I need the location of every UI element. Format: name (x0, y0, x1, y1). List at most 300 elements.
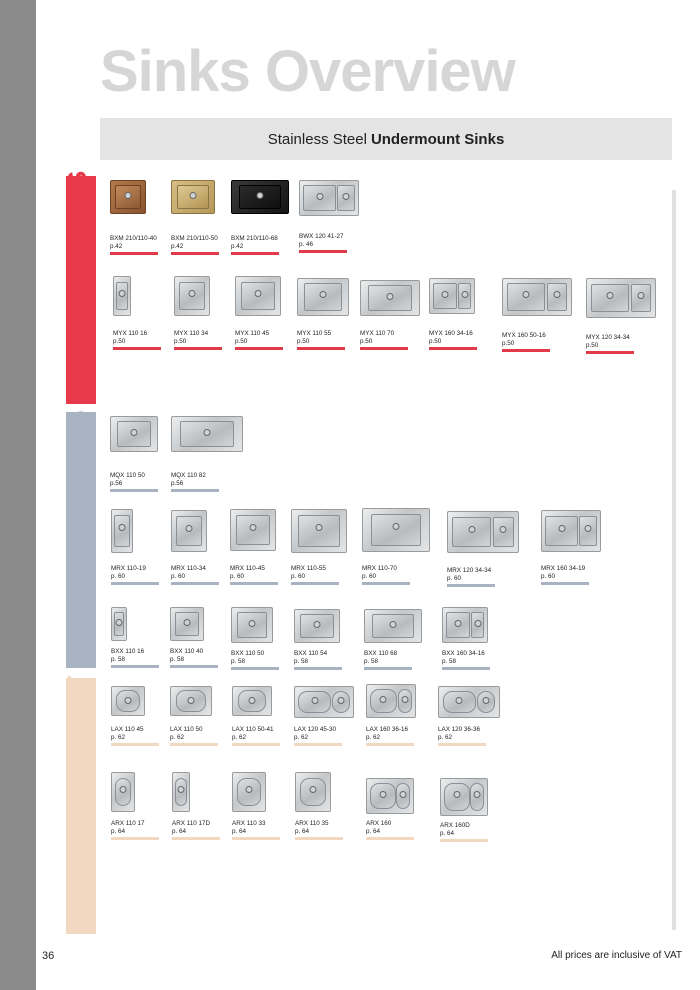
sink-bowl (458, 283, 471, 309)
sink-bowl (175, 612, 199, 636)
range-underline (172, 837, 220, 840)
product-code: BXX 110 40 (170, 648, 204, 655)
sink-image (438, 686, 500, 718)
sink-bowl (115, 185, 141, 209)
drain-icon (118, 524, 125, 531)
drain-icon (118, 290, 125, 297)
drain-icon (456, 697, 463, 704)
product-page: p.50 (502, 339, 515, 347)
product-page: p. 64 (440, 829, 455, 837)
sink-bowl (398, 689, 412, 713)
drain-icon (553, 291, 560, 298)
subtitle-light: Stainless Steel (267, 130, 367, 148)
product-code: BXM 210/110-40 (110, 235, 157, 242)
product-label (111, 820, 159, 840)
product-code: ARX 160D (440, 822, 470, 829)
range-underline (111, 582, 159, 585)
mythos-label: MYTHOS (62, 170, 92, 282)
sink-image (170, 607, 204, 641)
product-page: p.50 (113, 337, 126, 345)
product-label (110, 472, 158, 492)
product-page: p.50 (297, 337, 310, 345)
sink-bowl (337, 185, 354, 211)
drain-icon (183, 619, 190, 626)
drain-icon (249, 524, 256, 531)
product-code: ARX 160 (366, 820, 392, 827)
product-page: p. 58 (111, 655, 126, 663)
product-label (235, 330, 283, 350)
range-underline (231, 252, 279, 255)
sink-bowl (117, 421, 152, 447)
sink-bowl (444, 783, 470, 810)
sink-image (171, 180, 215, 214)
range-underline (230, 582, 278, 585)
range-underline (110, 489, 158, 492)
sink-bowl (116, 282, 128, 311)
range-underline (366, 837, 414, 840)
drain-icon (461, 291, 468, 298)
range-underline (294, 667, 342, 670)
product-page: p. 64 (111, 827, 126, 835)
range-underline (442, 667, 490, 670)
sink-bowl (241, 282, 274, 311)
product-code: MYX 160 34-16 (429, 330, 473, 337)
product-label (366, 820, 414, 840)
sink-bowl (237, 612, 267, 638)
range-underline (429, 347, 477, 350)
sink-image (231, 607, 273, 643)
sink-image (295, 772, 331, 812)
sink-bowl (470, 783, 484, 810)
product-code: MYX 160 50-16 (502, 332, 546, 339)
drain-icon (320, 291, 327, 298)
product-page: p.50 (586, 341, 599, 349)
sink-bowl (631, 284, 651, 313)
sink-bowl (176, 690, 206, 711)
sink-bowl (371, 514, 421, 546)
product-page: p.42 (171, 242, 184, 250)
drain-icon (119, 786, 126, 793)
product-page: p. 62 (438, 733, 453, 741)
drain-icon (380, 696, 387, 703)
sink-image (502, 278, 572, 316)
range-underline (171, 489, 219, 492)
product-code: MRX 120 34-34 (447, 567, 492, 574)
range-underline (295, 837, 343, 840)
product-label (171, 235, 219, 255)
range-underline (113, 347, 161, 350)
product-label (364, 650, 412, 670)
sink-bowl (238, 690, 267, 711)
drain-icon (203, 429, 210, 436)
product-label (231, 650, 279, 670)
product-label (294, 650, 342, 670)
sink-bowl (452, 517, 491, 547)
drain-icon (584, 525, 591, 532)
product-page: p. 62 (366, 733, 381, 741)
maris-label: MARIS (62, 410, 92, 494)
range-underline (171, 252, 219, 255)
sink-image (111, 772, 135, 812)
drain-icon (337, 697, 344, 704)
range-underline (360, 347, 408, 350)
drain-icon (637, 292, 644, 299)
range-underline (299, 250, 347, 253)
page-number: 36 (42, 950, 55, 962)
sink-image (362, 508, 430, 552)
product-label (230, 565, 278, 585)
drain-icon (130, 429, 137, 436)
sink-image (586, 278, 656, 318)
product-label (362, 565, 410, 585)
range-underline (111, 743, 159, 746)
product-code: MRX 110-45 (230, 565, 265, 572)
product-label (438, 726, 486, 746)
product-code: MQX 110 50 (110, 472, 145, 479)
sink-bowl (372, 614, 415, 638)
product-code: MYX 110 45 (235, 330, 270, 337)
sink-bowl (298, 515, 339, 547)
right-edge-mark (672, 190, 676, 930)
sink-bowl (477, 691, 495, 714)
sink-bowl (176, 516, 202, 546)
sink-bowl (547, 283, 567, 310)
product-page: p. 58 (170, 655, 185, 663)
range-underline (541, 582, 589, 585)
product-code: BWX 120 41-27 (299, 233, 344, 240)
range-underline (291, 582, 339, 585)
page-gutter (0, 0, 36, 990)
range-underline (111, 665, 159, 668)
product-code: ARX 110 17D (172, 820, 211, 827)
sink-bowl (471, 612, 484, 638)
drain-icon (188, 290, 195, 297)
sink-bowl (332, 691, 349, 714)
drain-icon (309, 786, 316, 793)
product-code: BXM 210/110-50 (171, 235, 218, 242)
product-code: MQX 110 82 (171, 472, 206, 479)
sink-image (230, 509, 276, 551)
product-label (172, 820, 220, 840)
product-page: p.42 (110, 242, 123, 250)
sink-image (541, 510, 601, 552)
page-title: Sinks Overview (100, 39, 515, 104)
drain-icon (115, 619, 122, 626)
product-code: LAX 110 45 (111, 726, 144, 733)
product-page: p. 62 (170, 733, 185, 741)
product-page: p.56 (110, 479, 123, 487)
product-label (429, 330, 477, 350)
product-label (442, 650, 490, 670)
sink-image (111, 607, 127, 641)
sink-bowl (236, 515, 269, 545)
product-code: MYX 110 70 (360, 330, 395, 337)
product-label (111, 565, 159, 585)
range-underline (502, 349, 550, 352)
product-page: p. 60 (291, 572, 306, 580)
sink-bowl (300, 778, 326, 807)
sink-image (172, 772, 190, 812)
range-underline (440, 839, 488, 842)
product-code: MRX 110-70 (362, 565, 397, 572)
drain-icon (313, 621, 320, 628)
product-page: p.50 (174, 337, 187, 345)
product-page: p. 62 (111, 733, 126, 741)
range-underline (366, 743, 414, 746)
product-page: p. 58 (294, 657, 309, 665)
product-page: p. 58 (442, 657, 457, 665)
drain-icon (187, 697, 194, 704)
drain-icon (185, 525, 192, 532)
product-label (231, 235, 279, 255)
sink-bowl (116, 690, 140, 711)
sink-bowl (493, 517, 514, 547)
sink-image (360, 280, 420, 316)
drain-icon (468, 526, 475, 533)
product-code: ARX 110 17 (111, 820, 145, 827)
range-underline (294, 743, 342, 746)
drain-icon (386, 293, 393, 300)
drain-icon (189, 192, 196, 199)
product-label (360, 330, 408, 350)
sink-image (232, 772, 266, 812)
sink-bowl (114, 612, 125, 636)
product-code: BXX 160 34-16 (442, 650, 485, 657)
product-code: ARX 110 33 (232, 820, 266, 827)
range-underline (111, 837, 159, 840)
product-page: p. 62 (294, 733, 309, 741)
range-underline (174, 347, 222, 350)
product-label (174, 330, 222, 350)
drain-icon (453, 791, 460, 798)
sink-image (429, 278, 475, 314)
product-label (291, 565, 339, 585)
drain-icon (454, 620, 461, 627)
product-label (110, 235, 158, 255)
product-page: p. 64 (172, 827, 187, 835)
sink-bowl (239, 185, 282, 209)
sink-bowl (433, 283, 458, 309)
drain-icon (474, 791, 481, 798)
product-label (170, 726, 218, 746)
product-page: p. 60 (230, 572, 245, 580)
drain-icon (400, 791, 407, 798)
range-underline (232, 837, 280, 840)
sink-bowl (179, 282, 205, 311)
drain-icon (254, 290, 261, 297)
product-code: LAX 110 50-41 (232, 726, 274, 733)
sink-image (291, 509, 347, 553)
product-code: LAX 120 45-30 (294, 726, 337, 733)
range-underline (235, 347, 283, 350)
sink-bowl (300, 614, 333, 638)
range-underline (447, 584, 495, 587)
product-code: MYX 120 34-34 (586, 334, 630, 341)
sink-image (231, 180, 289, 214)
range-underline (297, 347, 345, 350)
sink-image (232, 686, 272, 716)
sink-bowl (579, 516, 596, 546)
sink-image (294, 609, 340, 643)
drain-icon (315, 524, 322, 531)
sink-bowl (180, 421, 233, 447)
sink-bowl (175, 778, 187, 807)
product-code: BXX 110 54 (294, 650, 328, 657)
sink-image (111, 509, 133, 553)
product-page: p.56 (171, 479, 184, 487)
range-underline (171, 582, 219, 585)
sink-bowl (114, 515, 129, 547)
drain-icon (523, 291, 530, 298)
product-page: p.50 (429, 337, 442, 345)
product-page: p. 60 (111, 572, 126, 580)
sink-bowl (303, 185, 335, 211)
sink-image (110, 180, 146, 214)
range-underline (364, 667, 412, 670)
drain-icon (500, 526, 507, 533)
sink-image (366, 778, 414, 814)
sink-bowl (237, 778, 261, 807)
product-page: p. 62 (232, 733, 247, 741)
product-code: MRX 110-34 (171, 565, 206, 572)
product-label (232, 726, 280, 746)
drain-icon (474, 620, 481, 627)
product-label (113, 330, 161, 350)
sink-bowl (370, 689, 397, 713)
product-label (366, 726, 414, 746)
sink-image (294, 686, 354, 718)
product-label (170, 648, 218, 668)
drain-icon (392, 523, 399, 530)
product-label (440, 822, 488, 842)
sink-image (110, 416, 158, 452)
sink-image (364, 609, 422, 643)
drain-icon (389, 621, 396, 628)
product-code: LAX 110 50 (170, 726, 203, 733)
product-label (232, 820, 280, 840)
product-code: BXX 110 68 (364, 650, 398, 657)
product-code: MYX 110 55 (297, 330, 332, 337)
product-page: p.42 (231, 242, 244, 250)
sink-image (171, 416, 243, 452)
product-label (295, 820, 343, 840)
sink-bowl (446, 612, 471, 638)
sink-image (111, 686, 145, 716)
product-code: BXM 210/110-68 (231, 235, 278, 242)
product-page: p.50 (360, 337, 373, 345)
sink-bowl (368, 285, 412, 311)
sink-bowl (115, 778, 132, 807)
product-page: p. 64 (232, 827, 247, 835)
vat-note: All prices are inclusive of VAT (551, 950, 682, 961)
product-page: p. 64 (366, 827, 381, 835)
product-label (111, 648, 159, 668)
drain-icon (248, 620, 255, 627)
sink-image (442, 607, 488, 643)
drain-icon (311, 697, 318, 704)
sink-image (174, 276, 210, 316)
product-label (171, 472, 219, 492)
sink-bowl (370, 783, 396, 809)
product-label (299, 233, 347, 253)
product-label (111, 726, 159, 746)
sink-image (235, 276, 281, 316)
drain-icon (256, 192, 263, 199)
product-code: MRX 110-19 (111, 565, 146, 572)
product-page: p. 60 (541, 572, 556, 580)
product-label (586, 334, 634, 354)
sink-image (440, 778, 488, 816)
drain-icon (558, 525, 565, 532)
sink-image (170, 686, 212, 716)
product-page: p. 60 (362, 572, 377, 580)
drain-icon (124, 192, 131, 199)
drain-icon (483, 697, 490, 704)
drain-icon (379, 791, 386, 798)
sink-image (113, 276, 131, 316)
drain-icon (342, 193, 349, 200)
sink-bowl (396, 783, 410, 809)
range-underline (438, 743, 486, 746)
product-code: MYX 110 16 (113, 330, 148, 337)
product-code: ARX 110 35 (295, 820, 329, 827)
product-page: p. 64 (295, 827, 310, 835)
sink-image (171, 510, 207, 552)
drain-icon (245, 786, 252, 793)
drain-icon (316, 193, 323, 200)
drain-icon (248, 697, 255, 704)
product-code: BXX 110 16 (111, 648, 145, 655)
drain-icon (607, 292, 614, 299)
product-label (541, 565, 589, 585)
product-page: p. 60 (171, 572, 186, 580)
sink-bowl (545, 516, 577, 546)
product-page: p. 46 (299, 240, 314, 248)
product-page: p. 58 (364, 657, 379, 665)
product-code: MYX 110 34 (174, 330, 209, 337)
product-label (294, 726, 342, 746)
drain-icon (441, 291, 448, 298)
product-label (297, 330, 345, 350)
range-underline (231, 667, 279, 670)
drain-icon (401, 696, 408, 703)
product-page: p. 58 (231, 657, 246, 665)
sink-image (299, 180, 359, 216)
sink-bowl (304, 283, 342, 310)
range-underline (586, 351, 634, 354)
sink-bowl (177, 185, 209, 209)
product-page: p.50 (235, 337, 248, 345)
sink-bowl (443, 691, 477, 714)
smart-label: SMART (62, 675, 92, 768)
sink-bowl (507, 283, 545, 310)
sink-image (366, 684, 416, 718)
range-underline (110, 252, 158, 255)
product-code: LAX 160 36-16 (366, 726, 409, 733)
product-label (502, 332, 550, 352)
drain-icon (177, 786, 184, 793)
sink-bowl (298, 691, 330, 714)
range-underline (170, 665, 218, 668)
range-underline (232, 743, 280, 746)
product-code: BXX 110 50 (231, 650, 265, 657)
subtitle-bold: Undermount Sinks (370, 130, 505, 148)
drain-icon (124, 697, 131, 704)
product-label (171, 565, 219, 585)
subtitle-bar (100, 118, 672, 160)
product-label (447, 567, 495, 587)
sink-image (447, 511, 519, 553)
